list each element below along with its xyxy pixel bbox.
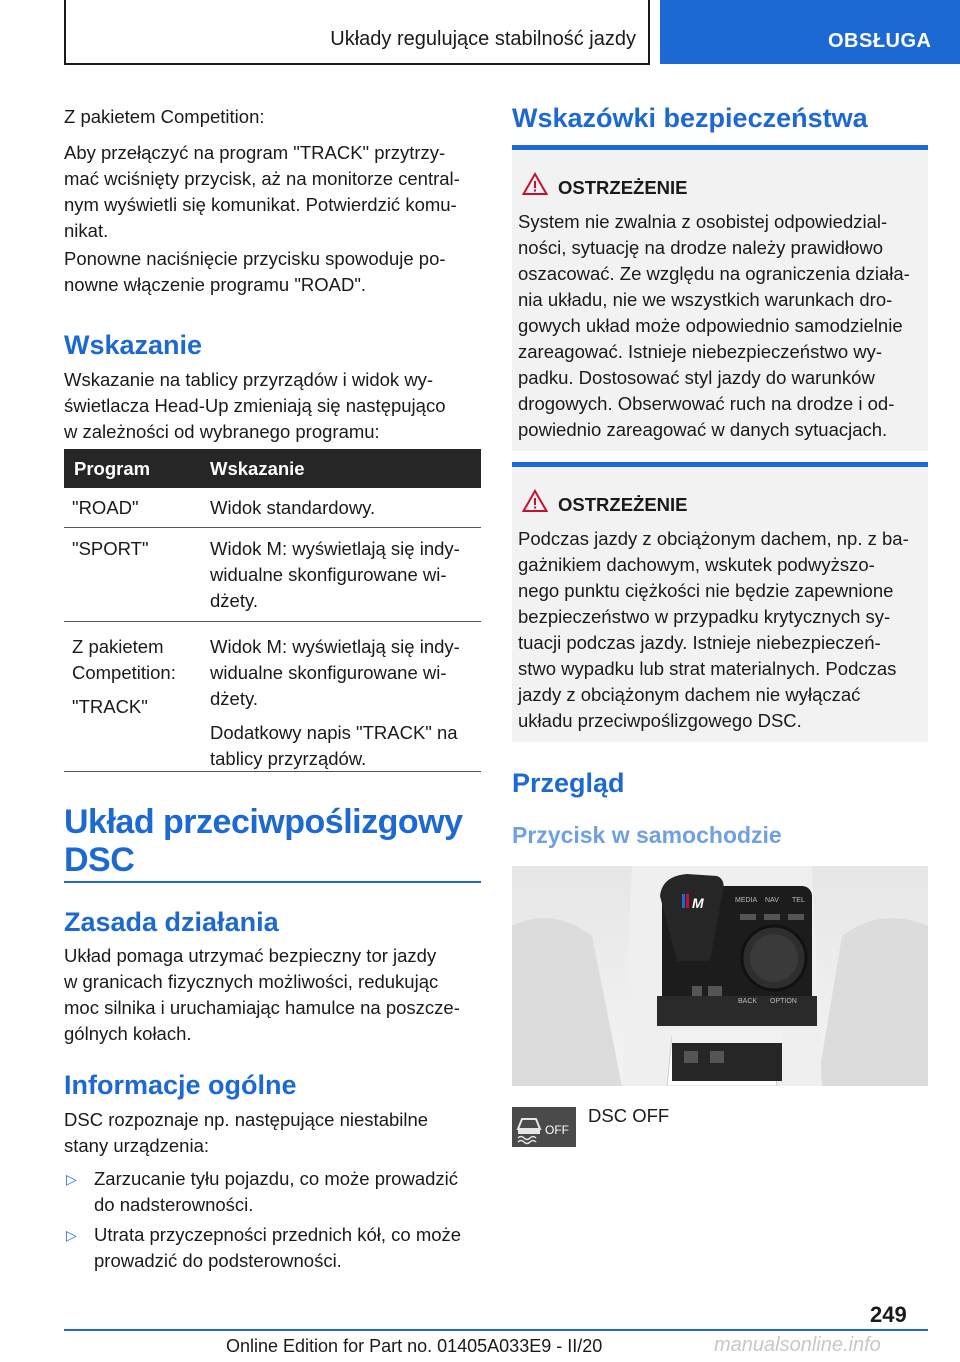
triangle-bullet-icon: ▷ — [66, 1227, 77, 1243]
warning-box-2 — [512, 462, 928, 742]
table-cell: "SPORT" — [72, 538, 149, 559]
section-tab[interactable] — [660, 0, 960, 64]
text-line: bezpieczeństwo w przypadku krytycznych sy- — [518, 606, 891, 627]
header-rule-right — [648, 0, 650, 64]
text-line: gażnikiem dachowym, wskutek podwyższo- — [518, 554, 875, 575]
nav-button-label: NAV — [765, 897, 779, 904]
info-paragraph — [64, 1107, 481, 1159]
text-line: Wskazanie na tablicy przyrządów i widok wy- — [64, 369, 434, 390]
table-cell — [210, 634, 460, 772]
heading-wskazanie: Wskazanie — [64, 330, 203, 360]
text-line: "TRACK" — [72, 696, 148, 717]
text-line: mać wciśnięty przycisk, aż na monitorze central- — [64, 168, 460, 189]
text-line: Ponowne naciśnięcie przycisku spowoduje po- — [64, 248, 446, 269]
text-line: zareagować. Istnieje niebezpieczeństwo wy- — [518, 341, 883, 362]
text-line: moc silnika i uruchamiając hamulce na poszcze- — [64, 997, 460, 1018]
heading-line: DSC — [64, 841, 135, 879]
footer-watermark: manualsonline.info — [714, 1334, 881, 1356]
text-line: Dodatkowy napis "TRACK" na — [210, 722, 458, 743]
heading-wskazowki: Wskazówki bezpieczeństwa — [512, 103, 868, 133]
text-line: jazdy z obciążonym dachem nie wyłączać — [518, 684, 861, 705]
heading-zasada: Zasada działania — [64, 907, 279, 937]
back-button-label: BACK — [738, 998, 758, 1005]
warning-triangle-icon — [522, 172, 548, 196]
text-line: Utrata przyczepności przednich kół, co może — [94, 1224, 462, 1245]
table-row — [64, 622, 481, 772]
table-cell — [210, 536, 460, 614]
zasada-paragraph — [64, 943, 481, 1047]
wskazanie-paragraph — [64, 367, 481, 445]
text-line: oszacować. Ze względu na ograniczenia działa- — [518, 263, 910, 284]
table-cell — [72, 634, 176, 720]
footer-edition: Online Edition for Part no. 01405A033E9 - II/20 — [226, 1336, 603, 1356]
chapter-title: Układy regulujące stabilność jazdy — [330, 28, 636, 50]
tel-button-label: TEL — [792, 897, 805, 904]
text-line: nym wyświetli się komunikat. Potwierdzić komu- — [64, 194, 457, 215]
table-cell: "ROAD" — [72, 497, 139, 518]
heading-dsc — [64, 803, 462, 879]
heading-przeglad: Przegląd — [512, 768, 625, 798]
column-header-wskazanie: Wskazanie — [210, 458, 305, 479]
table-header — [64, 449, 481, 488]
header-rule-bottom — [64, 63, 650, 65]
dsc-off-label: DSC OFF — [588, 1105, 670, 1126]
intro-lead: Z pakietem Competition: — [64, 106, 265, 127]
warning-label: OSTRZEŻENIE — [558, 494, 688, 515]
text-line: gowych układ może odpowiednio samodzielnie — [518, 315, 903, 336]
intro-paragraph-1 — [64, 140, 481, 244]
text-line: w granicach fizycznych możliwości, redukując — [64, 971, 439, 992]
warning-label: OSTRZEŻENIE — [558, 177, 688, 198]
text-line: tuacji podczas jazdy. Istnieje niebezpieczeń- — [518, 632, 881, 653]
dsc-off-button-icon — [512, 1107, 576, 1147]
text-line: układu przeciwpoślizgowego DSC. — [518, 710, 802, 731]
text-line: ności, sytuację na drodze należy prawidłowo — [518, 237, 884, 258]
warning-triangle-icon — [522, 489, 548, 513]
text-line: stany urządzenia: — [64, 1135, 210, 1156]
text-line: Układ pomaga utrzymać bezpieczny tor jazdy — [64, 945, 437, 966]
footer-rule — [64, 1329, 928, 1331]
text-line: DSC rozpoznaje np. następujące niestabilne — [64, 1109, 429, 1130]
text-line: nikat. — [64, 220, 109, 241]
text-line: gólnych kołach. — [64, 1023, 192, 1044]
text-line: stwo wypadku lub strat materialnych. Podczas — [518, 658, 897, 679]
text-line: Aby przełączyć na program "TRACK" przytrzy- — [64, 142, 446, 163]
text-line: Competition: — [72, 662, 176, 683]
text-line: drogowych. Obserwować ruch na drodze i od- — [518, 393, 895, 414]
center-console-illustration — [512, 866, 928, 1086]
m-logo: M — [692, 895, 704, 911]
column-header-program: Program — [74, 458, 151, 479]
text-line: nowne włączenie programu "ROAD". — [64, 274, 367, 295]
text-line: widualne skonfigurowane wi- — [210, 662, 447, 683]
section-tab-label: OBSŁUGA — [828, 30, 932, 52]
intro-paragraph-2 — [64, 246, 481, 298]
warning-box-1 — [512, 145, 928, 451]
text-line: powiednio zareagować w danych sytuacjach. — [518, 419, 888, 440]
text-line: w zależności od wybranego programu: — [64, 421, 380, 442]
text-line: dżety. — [210, 688, 258, 709]
program-table — [64, 449, 481, 772]
warning-text — [518, 209, 922, 443]
option-button-label: OPTION — [770, 998, 797, 1005]
text-line: widualne skonfigurowane wi- — [210, 564, 447, 585]
heading-underline — [64, 881, 481, 883]
heading-line: Układ przeciwpoślizgowy — [64, 803, 463, 841]
text-line: nia układu, nie we wszystkich warunkach dro- — [518, 289, 893, 310]
text-line: tablicy przyrządów. — [210, 748, 367, 769]
warning-text — [518, 526, 922, 734]
text-line: Widok M: wyświetlają się indy- — [210, 636, 460, 657]
table-row — [64, 528, 481, 622]
text-line: nego punktu ciężkości nie będzie zapewnione — [518, 580, 894, 601]
table-row — [64, 488, 481, 528]
triangle-bullet-icon: ▷ — [66, 1171, 77, 1187]
heading-przycisk: Przycisk w samochodzie — [512, 822, 782, 848]
text-line: padku. Dostosować styl jazdy do warunków — [518, 367, 875, 388]
text-line: System nie zwalnia z osobistej odpowiedzial- — [518, 211, 888, 232]
text-line: Widok M: wyświetlają się indy- — [210, 538, 460, 559]
text-line: Zarzucanie tyłu pojazdu, co może prowadzić — [94, 1168, 459, 1189]
dsc-off-icon-text: OFF — [545, 1123, 569, 1137]
text-line: do nadsterowności. — [94, 1194, 254, 1215]
text-line: świetlacza Head-Up zmieniają się następująco — [64, 395, 446, 416]
text-line: dżety. — [210, 590, 258, 611]
page-number: 249 — [870, 1302, 907, 1327]
media-button-label: MEDIA — [735, 897, 758, 904]
text-line: prowadzić do podsterowności. — [94, 1250, 342, 1271]
text-line: Podczas jazdy z obciążonym dachem, np. z ba- — [518, 528, 909, 549]
heading-informacje: Informacje ogólne — [64, 1070, 297, 1100]
table-cell: Widok standardowy. — [210, 497, 376, 518]
text-line: Z pakietem — [72, 636, 164, 657]
